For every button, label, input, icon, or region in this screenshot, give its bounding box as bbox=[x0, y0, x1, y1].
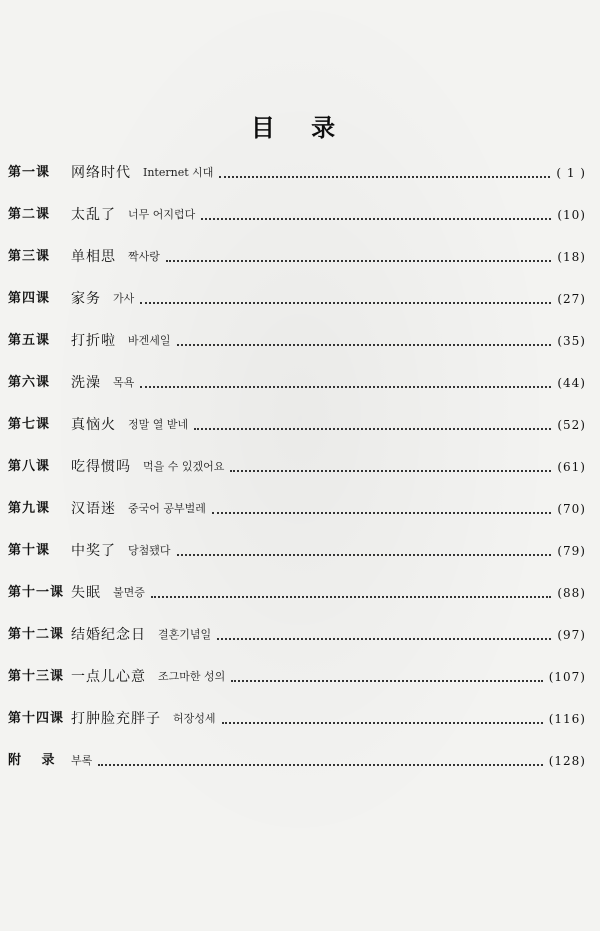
korean-title: 허장성세 bbox=[173, 712, 216, 725]
page-number: (10) bbox=[557, 208, 586, 222]
page-number: (35) bbox=[557, 334, 586, 348]
lesson-number: 第十课 bbox=[8, 543, 51, 558]
toc-entry bbox=[8, 748, 586, 770]
dot-leader bbox=[231, 679, 542, 682]
toc-entry bbox=[8, 622, 586, 644]
korean-title: 부록 bbox=[71, 754, 93, 767]
toc-entry bbox=[8, 328, 586, 350]
dot-leader bbox=[177, 553, 552, 556]
chinese-title: 打折啦 bbox=[71, 333, 116, 349]
chinese-title: 单相思 bbox=[71, 249, 116, 265]
chinese-title: 家务 bbox=[71, 291, 101, 307]
dot-leader bbox=[194, 427, 551, 430]
lesson-number: 第十三课 bbox=[8, 669, 65, 684]
dot-leader bbox=[222, 721, 543, 724]
page-number: (18) bbox=[557, 250, 586, 264]
chinese-title: 真恼火 bbox=[71, 417, 116, 433]
korean-title: 중국어 공부벌레 bbox=[128, 502, 206, 515]
page-number: (107) bbox=[548, 670, 586, 684]
korean-title: 먹을 수 있겠어요 bbox=[143, 460, 225, 473]
lesson-number: 第三课 bbox=[8, 249, 51, 264]
chinese-title: 吃得惯吗 bbox=[71, 459, 131, 475]
dot-leader bbox=[140, 301, 551, 304]
lesson-number: 第四课 bbox=[8, 291, 51, 306]
page-number: (88) bbox=[557, 586, 586, 600]
lesson-number: 第十四课 bbox=[8, 711, 65, 726]
dot-leader bbox=[151, 595, 551, 598]
korean-title: Internet 시대 bbox=[143, 166, 214, 179]
dot-leader bbox=[219, 175, 550, 178]
korean-title: 짝사랑 bbox=[128, 250, 160, 263]
lesson-number: 第十一课 bbox=[8, 585, 65, 600]
toc-entry bbox=[8, 202, 586, 224]
lesson-number: 附 录 bbox=[8, 753, 63, 768]
chinese-title: 失眠 bbox=[71, 585, 101, 601]
korean-title: 당첨됐다 bbox=[128, 544, 171, 557]
korean-title: 조그마한 성의 bbox=[158, 670, 226, 683]
lesson-number: 第五课 bbox=[8, 333, 51, 348]
lesson-number: 第二课 bbox=[8, 207, 51, 222]
toc-entry bbox=[8, 706, 586, 728]
toc-entry bbox=[8, 496, 586, 518]
dot-leader bbox=[177, 343, 552, 346]
page-number: (116) bbox=[548, 712, 586, 726]
toc-entry bbox=[8, 286, 586, 308]
chinese-title: 打肿脸充胖子 bbox=[71, 711, 161, 727]
chinese-title: 网络时代 bbox=[71, 165, 131, 181]
chinese-title: 洗澡 bbox=[71, 375, 101, 391]
korean-title: 불면증 bbox=[113, 586, 145, 599]
toc-entry bbox=[8, 244, 586, 266]
dot-leader bbox=[201, 217, 551, 220]
page-number: (27) bbox=[557, 292, 586, 306]
chinese-title: 中奖了 bbox=[71, 543, 116, 559]
lesson-number: 第九课 bbox=[8, 501, 51, 516]
page-number: (70) bbox=[557, 502, 586, 516]
chinese-title: 一点儿心意 bbox=[71, 669, 146, 685]
page-number: ( 1 ) bbox=[556, 166, 586, 180]
korean-title: 정말 열 받네 bbox=[128, 418, 189, 431]
page-number: (44) bbox=[557, 376, 586, 390]
chinese-title: 结婚纪念日 bbox=[71, 627, 146, 643]
page-number: (61) bbox=[557, 460, 586, 474]
chinese-title: 汉语迷 bbox=[71, 501, 116, 517]
page-number: (79) bbox=[557, 544, 586, 558]
dot-leader bbox=[217, 637, 551, 640]
toc-entry bbox=[8, 538, 586, 560]
page-number: (52) bbox=[557, 418, 586, 432]
dot-leader bbox=[230, 469, 551, 472]
page-number: (97) bbox=[557, 628, 586, 642]
page-title: 目 录 bbox=[250, 114, 350, 142]
lesson-number: 第十二课 bbox=[8, 627, 65, 642]
lesson-number: 第一课 bbox=[8, 165, 51, 180]
dot-leader bbox=[212, 511, 551, 514]
korean-title: 바겐세일 bbox=[128, 334, 171, 347]
dot-leader bbox=[140, 385, 551, 388]
korean-title: 결혼기념일 bbox=[158, 628, 212, 641]
lesson-number: 第八课 bbox=[8, 459, 51, 474]
toc-entry bbox=[8, 412, 586, 434]
lesson-number: 第六课 bbox=[8, 375, 51, 390]
toc-entry bbox=[8, 454, 586, 476]
korean-title: 가사 bbox=[113, 292, 135, 305]
page-number: (128) bbox=[548, 754, 586, 768]
chinese-title: 太乱了 bbox=[71, 207, 116, 223]
korean-title: 목욕 bbox=[113, 376, 135, 389]
toc-entry bbox=[8, 370, 586, 392]
toc-entry bbox=[8, 580, 586, 602]
lesson-number: 第七课 bbox=[8, 417, 51, 432]
dot-leader bbox=[166, 259, 551, 262]
korean-title: 너무 어지럽다 bbox=[128, 208, 196, 221]
toc-entry bbox=[8, 664, 586, 686]
toc-entry bbox=[8, 160, 586, 182]
dot-leader bbox=[98, 763, 542, 766]
